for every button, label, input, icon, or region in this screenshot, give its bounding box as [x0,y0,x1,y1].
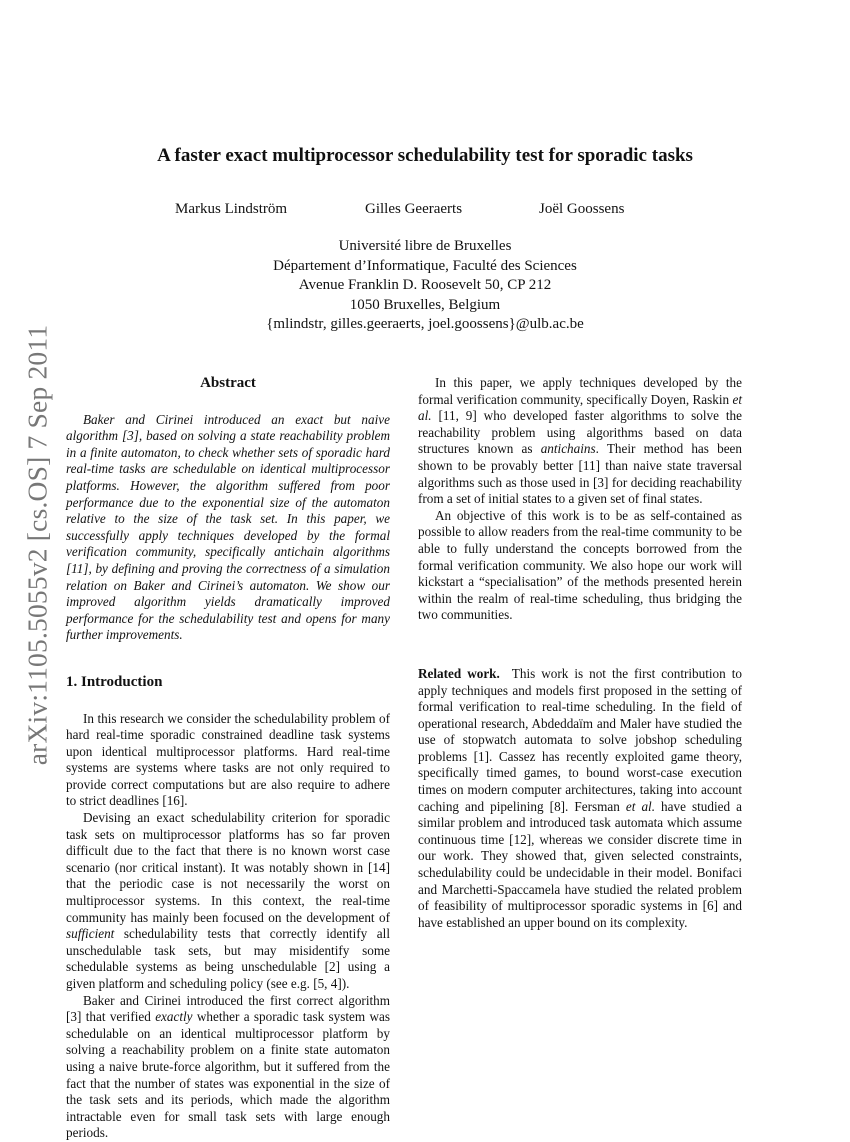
author-name: Joël Goossens [539,201,625,217]
intro-paragraph-5: An objective of this work is to be as self-contained as possible to allow readers from the real-time community to be able to fully understand the concepts borrowed from the formal verification community. We also hope our work will kickstart a “specialisation” of the methods presented herein within the realm of real-time scheduling, thus bridging the two communities. [418,507,742,623]
author-emails: {mlindstr, gilles.geeraerts, joel.goossens}@ulb.ac.be [266,316,584,332]
left-column [66,375,390,1142]
author-list [0,201,850,221]
right-column [418,375,742,931]
section-heading-introduction: 1. Introduction [66,673,163,690]
related-work-heading: Related work. [418,665,500,681]
affiliation-line: Département d’Informatique, Faculté des Sciences [273,257,577,274]
author-name: Gilles Geeraerts [365,201,463,217]
abstract-body: Baker and Cirinei introduced an exact but naive algorithm [3], based on solving a state reachability problem in a finite automaton, to check whether sets of sporadic hard real-time tasks are schedulable on identical multiprocessor platforms. However, the algorithm suffered from poor performance due to the exponential size of the automaton relative to the size of the task set. In this paper, we successfully apply techniques developed by the formal verification community, specifically antichain algorithms [11], by defining and proving the correctness of a simulation relation on Baker and Cirinei’s automaton. We show our improved algorithm yields dramatically improved performance for the schedulability test and opens for many further improvements. [66,411,390,643]
intro-paragraph-4: In this paper, we apply techniques developed by the formal verification community, specifically Doyen, Raskin et al. [11, 9] who developed faster algorithms to solve the reachability problem using algorithms based on data structures known as antichains. Their method has been shown to be provably better [11] than naive state traversal algorithms such as those used in [3] for deciding reachability from a set of initial states to a given set of final states. [418,375,742,507]
affiliation-line: Université libre de Bruxelles [338,238,512,254]
related-work-paragraph: Related work. This work is not the first contribution to apply techniques and models first proposed in the setting of formal verification to real-time scheduling. In the field of operational research, Abdeddaïm and Maler have studied the use of stopwatch automata to solve jobshop scheduling problems [1]. Cassez has recently exploited game theory, specifically timed games, to bound worst-case execution times on modern computer architectures, taking into account caching and pipelining [8]. Fersman et al. have studied a similar problem and introduced task automata which assume continuous time [12], whereas we consider discrete time in our work. They showed that, given selected constraints, schedulability could be undecidable in their model. Bonifaci and Marchetti-Spaccamela have studied the related problem of feasibility of multiprocessor sporadic systems in [6] and have established an upper bound on its complexity. [418,665,742,930]
affiliation-block [0,237,850,335]
abstract-heading: Abstract [200,375,256,391]
arxiv-identifier: arXiv:1105.5055v2 [cs.OS] 7 Sep 2011 [21,324,53,766]
paper-title: A faster exact multiprocessor schedulability test for sporadic tasks [157,145,693,166]
intro-paragraph-2: Devising an exact schedulability criterion for sporadic task sets on multiprocessor platforms has so far proven difficult due to the fact that there is no known worst case scenario (nor critical instant). It was notably shown in [14] that the periodic case is not necessarily the worst on multiprocessor systems. In this context, the real-time community has mainly been focused on the development of sufficient schedulability tests that correctly identify all unschedulable task sets, but may misidentify some schedulable systems as being unschedulable [2] using a given platform and scheduling policy (see e.g. [5, 4]). [66,810,390,991]
affiliation-line: Avenue Franklin D. Roosevelt 50, CP 212 [298,277,552,293]
intro-paragraph-3: Baker and Cirinei introduced the first correct algorithm [3] that verified exactly whether a sporadic task system was schedulable on an identical multiprocessor platform by solving a reachability problem on a finite state automaton using a naive brute-force algorithm, but it suffered from the fact that the number of states was exponential in the size of the task sets and its periods, which made the algorithm intractable even for small task sets with large enough periods. [66,992,390,1141]
intro-paragraph-1: In this research we consider the schedulability problem of hard real-time sporadic constrained deadline task systems upon identical multiprocessor platforms. Hard real-time systems are systems where tasks are not only required to provide correct computations but are also require to adhere to strict deadlines [16]. [66,710,390,809]
arxiv-stamp [17,310,57,780]
affiliation-line: 1050 Bruxelles, Belgium [349,296,501,313]
author-name: Markus Lindström [175,201,288,217]
